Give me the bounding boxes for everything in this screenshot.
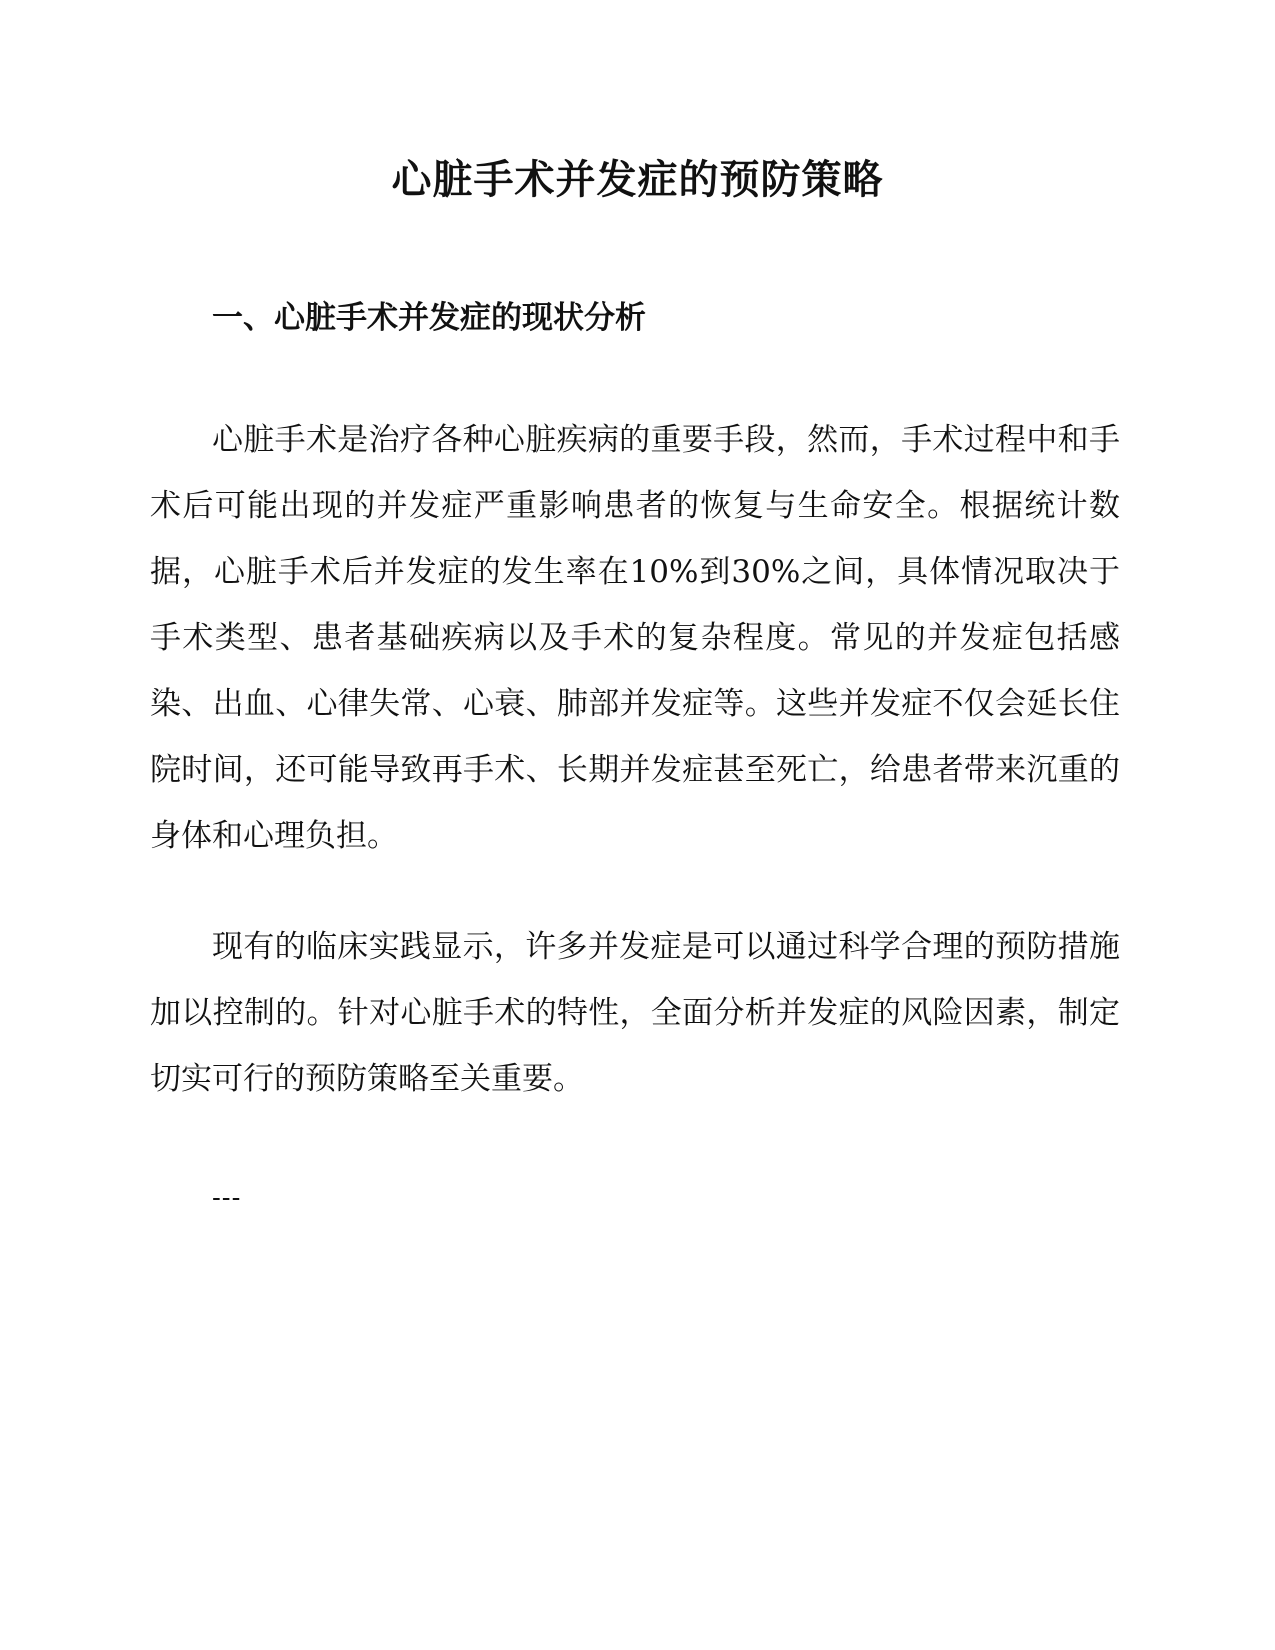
page-title: 心脏手术并发症的预防策略 — [391, 157, 884, 203]
body-paragraph-2: 现有的临床实践显示，许多并发症是可以通过科学合理的预防措施加以控制的。针对心脏手术的特性，全面分析并发症的风险因素，制定切实可行的预防策略至关重要。 — [150, 929, 1120, 1097]
section-heading: 一、心脏手术并发症的现状分析 — [212, 300, 646, 336]
section-separator: --- — [212, 1183, 242, 1213]
body-paragraph-1: 心脏手术是治疗各种心脏疾病的重要手段，然而，手术过程中和手术后可能出现的并发症严重影响患者的恢复与生命安全。根据统计数据，心脏手术后并发症的发生率在10%到30%之间，具体情况取决于手术类型、患者基础疾病以及手术的复杂程度。常见的并发症包括感染、出血、心律失常、心衰、肺部并发症等。这些并发症不仅会延长住院时间，还可能导致再手术、长期并发症甚至死亡，给患者带来沉重的身体和心理负担。 — [150, 422, 1120, 854]
